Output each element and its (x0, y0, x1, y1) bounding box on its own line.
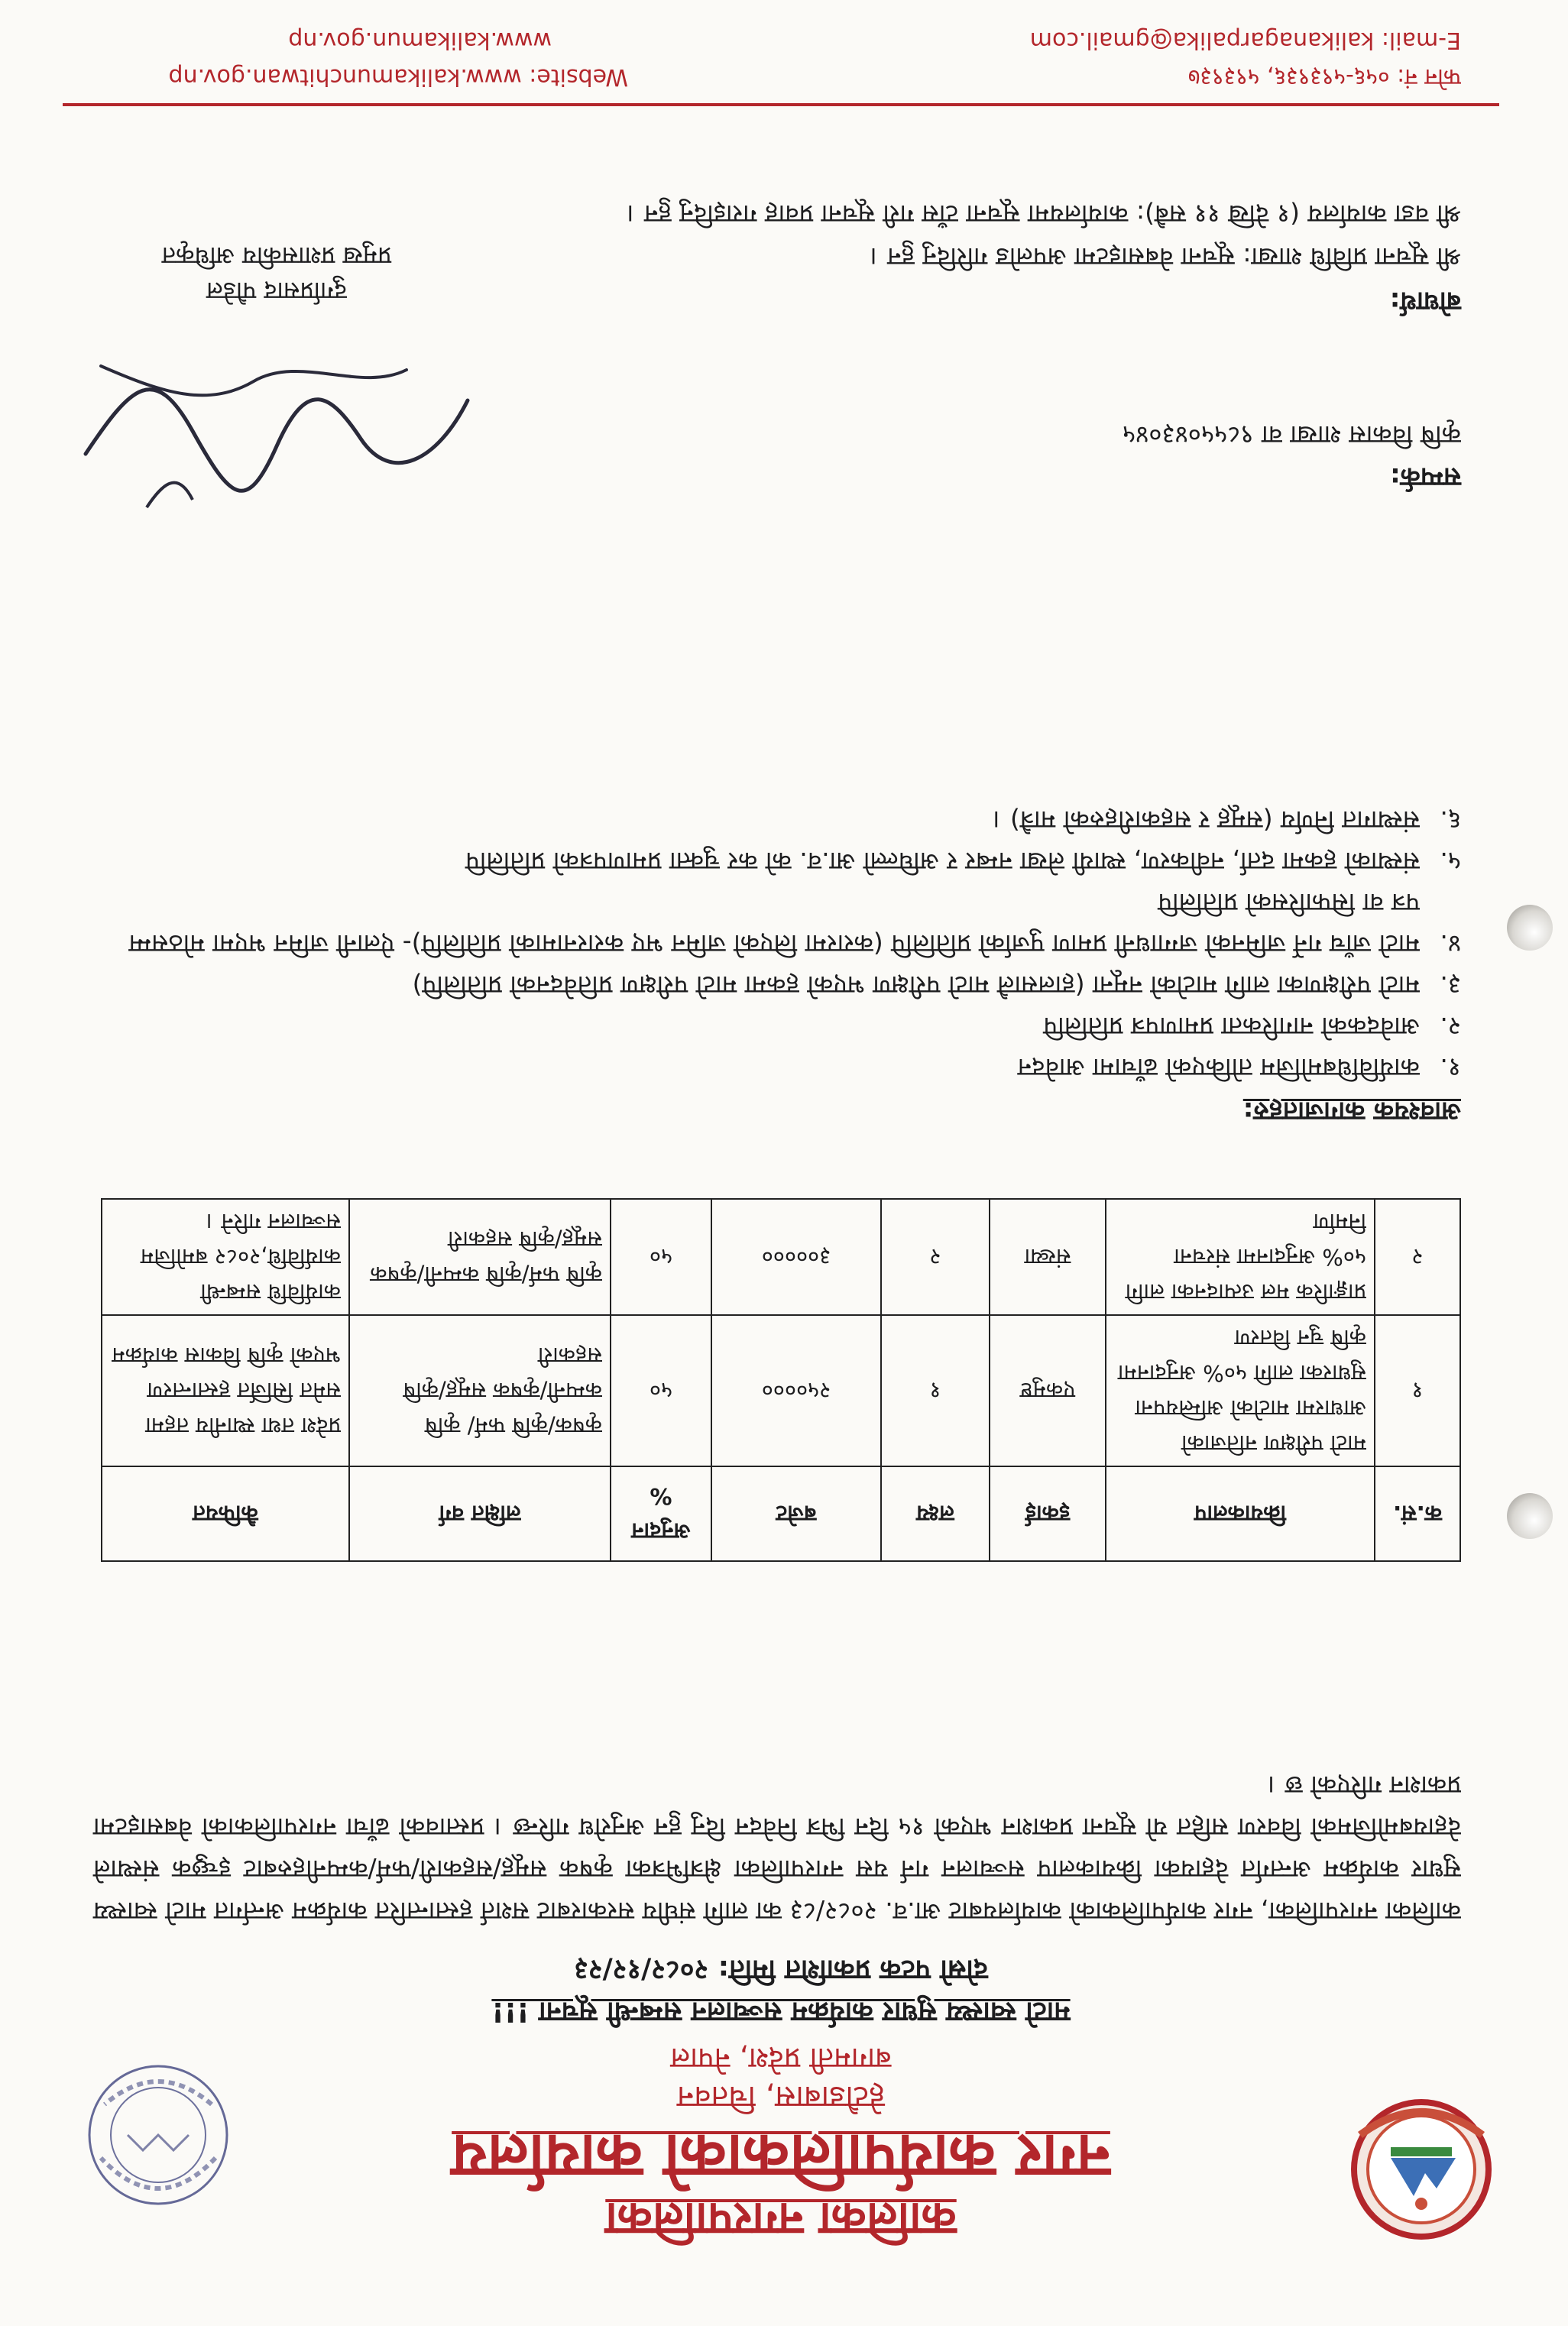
cell-target: २ (881, 1199, 990, 1315)
footer-phone: फोन नं: ०५६-५९३९३६, ५९३९३७ (1187, 63, 1461, 90)
footer-divider (63, 103, 1499, 106)
cell-remarks: प्रदेश तथा स्थानीय तहमा समेत सिर्जित हस्तान्तरण भएको कृषि विकास कार्यक्रम (102, 1315, 349, 1466)
footer-website-2: www.kalikamun.gov.np (288, 27, 552, 53)
office-seal-stamp (82, 2059, 235, 2211)
cell-sn: २ (1375, 1199, 1460, 1315)
handwritten-signature (70, 332, 483, 530)
cell-unit: एकमुष्ट (990, 1315, 1106, 1466)
footer-website: Website: www.kalikamunchitwan.gov.np (168, 63, 628, 90)
footer-email: E-mail: kalikanagarpalika@gmail.com (1029, 27, 1461, 53)
documents-list (101, 799, 1461, 1088)
list-item: श्री सूचना प्रविधि शाखा: सूचना वेबसाइटमा अपलोड गरिदिनु हुन । (870, 242, 1461, 272)
activity-table (101, 1198, 1461, 1562)
office-title: नगर कार्यपालिकाको कार्यालय (452, 2121, 1110, 2192)
punch-hole (1507, 905, 1553, 951)
cell-activity: प्राङ्गारिक मल उत्पादनका लागि ५०% अनुदानमा संरचना निर्माण (1106, 1199, 1375, 1315)
header-unit: इकाई (990, 1466, 1106, 1561)
documents-heading: आवश्यक कागजातहरु: (1242, 1096, 1461, 1126)
list-item: ५.संस्थाको हकमा दर्ता, नवीकरण, स्थायी लेखा नम्बर र अघिल्लो आ.व. को कर चुक्ता प्रमाणपत्रको प्रतिलिपि (465, 847, 1461, 876)
header-target-group: लक्षित वर्ग (349, 1466, 611, 1561)
cell-subsidy: ५० (611, 1199, 711, 1315)
notice-title: माटो स्वास्थ्य सुधार कार्यक्रम सञ्चालन सम्बन्धी सूचना !!! (491, 1996, 1071, 2027)
cell-subsidy: ५० (611, 1315, 711, 1466)
header-target: लक्ष्य (881, 1466, 990, 1561)
notice-date: दोस्रो पटक प्रकाशित मिति: २०८२/१२/२३ (574, 1954, 988, 1985)
list-item: ४.माटो जाँच गर्ने जमिनको जग्गाधनी प्रमाण पुर्जाको प्रतिलिपि (करारमा लिएको जमिन भए करारनामाको प्रतिलिपि)- ऐलानी जमिन भएमा मोठसम्म पत्र वा सिफारिसको प्रतिलिपि (128, 888, 1461, 959)
office-address: हेटौडाबास, चितवन (676, 2079, 886, 2114)
contact-heading: सम्पर्क: (1390, 462, 1461, 492)
office-name: कालिका नगरपालिका (605, 2192, 957, 2246)
cell-target: १ (881, 1315, 990, 1466)
table-row (102, 1199, 1460, 1315)
signer-name: दुर्गाप्रसाद पौडेल (206, 277, 347, 306)
nepal-emblem-logo (1345, 2097, 1498, 2242)
contact-line: कृषि विकास शाखा वा ९८५५०४३०४५ (1122, 420, 1461, 450)
list-item: १.कार्यविधिबमोजिम तोकिएको ढाँचामा आवेदन (1017, 1053, 1461, 1083)
list-item: ३.माटो परीक्षणका लागि माटोको नमूना (हालसालै माटो परीक्षण भएको हकमा माटो परीक्षण प्रतिवेदनको प्रतिलिपि) (412, 970, 1461, 1000)
signer-post: प्रमुख प्रशासकीय अधिकृत (161, 241, 392, 271)
header-budget: बजेट (711, 1466, 881, 1561)
cc-heading: बोधार्थ: (1389, 286, 1461, 316)
cc-list (627, 193, 1461, 278)
cell-remarks: कार्यविधि सम्बन्धी कार्यविधि,२०८२ बमोजिम सञ्चालन गरिने । (102, 1199, 349, 1315)
list-item: ६.संस्थागत निर्णय (समूह र सहकारीहरुको मात्रै) । (992, 805, 1461, 835)
cell-sn: १ (1375, 1315, 1460, 1466)
table-row (102, 1315, 1460, 1466)
office-province: बागमती प्रदेश, नेपाल (670, 2042, 892, 2075)
cell-activity: माटो परीक्षण नतिजाको आधारमा माटोको अम्लियपना सुधारका लागि ५०% अनुदानमा कृषि चुन वितरण (1106, 1315, 1375, 1466)
header-remarks: कैफियत (102, 1466, 349, 1561)
cell-target-group: कृषक/कृषि फर्म/ कृषि कम्पनी/कृषक समूह/कृषि सहकारी (349, 1315, 611, 1466)
header-activity: क्रियाकलाप (1106, 1466, 1375, 1561)
cell-unit: संख्या (990, 1199, 1106, 1315)
list-item: श्री वडा कार्यालय (१ देखि ११ सबै): कार्यालयमा सूचना टाँस गरी सूचना प्रवाह गराइदिनु हुन । (627, 199, 1461, 229)
header-sn: क.सं. (1375, 1466, 1460, 1561)
header-subsidy: अनुदान % (611, 1466, 711, 1561)
notice-intro: कालिका नगरपालिका, नगर कार्यपालिकाको कार्यालयबाट आ.व. २०८२/८३ का लागि संघीय सरकारबाट सशर्त हस्तान्तरित कार्यक्रम अर्न्तगत माटो स्वास्थ्य सुधार कार्यक्रम अन्तर्गत देहायका क्रियाकलाप सञ्चालन गर्न यस नगरपालिका क्षेत्रभित्रका कृषक समूह/सहकारी/फर्म/कम्पनीहरुबाट इच्छुक संस्थाले देहायबमोजिमको विवरण सहित यो सूचना प्रकाशन भएको १५ दिन भित्र निवेदन दिनु हुन अनुरोध गरिन्छ । प्रस्तावको ढाँचा नगरपालिकाको वेबसाइटमा प्रकाशन गरिएको छ । (93, 1770, 1461, 1926)
list-item: २.आवेदकको नागरिकता प्रमाणपत्र प्रतिलिपि (1043, 1012, 1461, 1042)
table-header-row (102, 1466, 1460, 1561)
cell-budget: २५०००० (711, 1315, 881, 1466)
cell-target-group: कृषि फर्म/कृषि कम्पनी/कृषक समूह/कृषि सहकारी (349, 1199, 611, 1315)
punch-hole (1507, 1493, 1553, 1539)
cell-budget: ३००००० (711, 1199, 881, 1315)
